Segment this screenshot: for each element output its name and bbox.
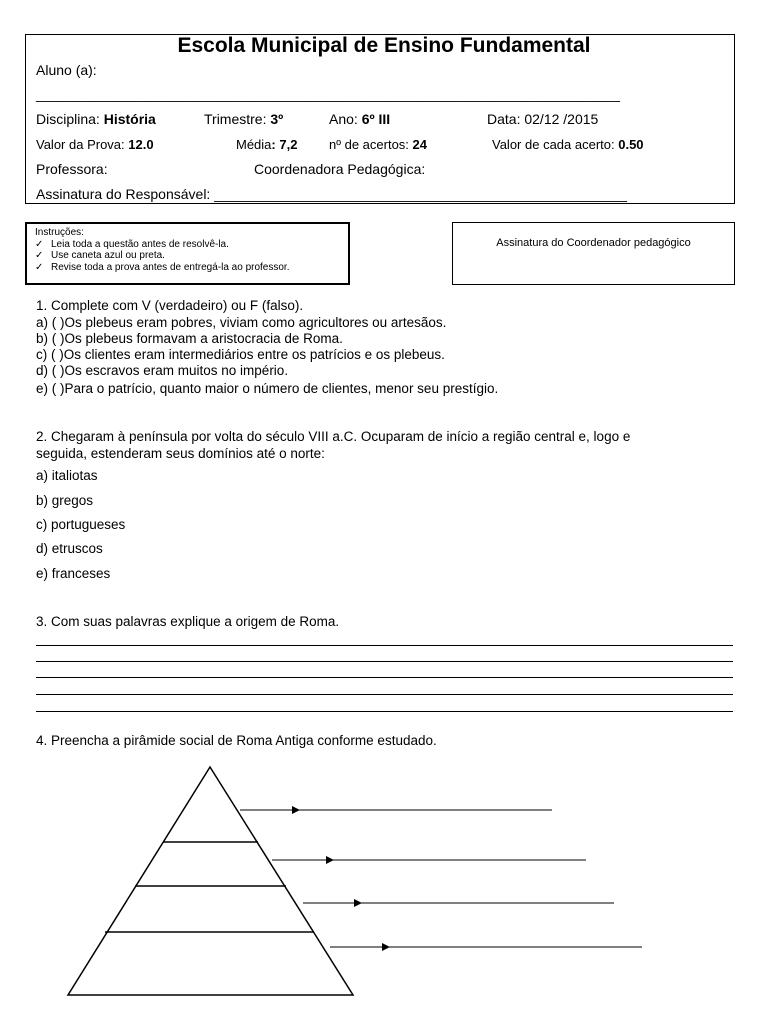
instructions-title: Instruções: bbox=[35, 227, 84, 238]
coordinator-label: Coordenadora Pedagógica: bbox=[254, 161, 426, 177]
signature-line[interactable]: Assinatura do Responsável: _____________________________________________________ bbox=[36, 186, 627, 202]
check-icon: ✓ bbox=[35, 261, 44, 273]
check-icon: ✓ bbox=[35, 250, 44, 261]
q1-item-d[interactable]: d) ( )Os escravos eram muitos no império. bbox=[36, 363, 289, 378]
q2-option-a[interactable]: a) italiotas bbox=[36, 468, 98, 483]
q4-prompt: 4. Preencha a pirâmide social de Roma Antiga conforme estudado. bbox=[36, 733, 437, 748]
hit-value-label: Valor de cada acerto: bbox=[492, 137, 619, 152]
instruction-text: Use caneta azul ou preta. bbox=[51, 250, 165, 261]
coordinator-signature-label: Assinatura do Coordenador pedagógico bbox=[496, 237, 691, 249]
check-icon: ✓ bbox=[35, 238, 44, 250]
q3-prompt: 3. Com suas palavras explique a origem de Roma. bbox=[36, 614, 340, 629]
term-label: Trimestre: bbox=[204, 111, 271, 127]
instruction-text: Revise toda a prova antes de entregá-la ao professor. bbox=[51, 261, 290, 273]
student-label: Aluno (a): bbox=[36, 62, 97, 78]
q2-prompt-line1: 2. Chegaram à península por volta do século VIII a.C. Ocuparam de início a região central e, logo e bbox=[36, 429, 631, 444]
q1-item-a[interactable]: a) ( )Os plebeus eram pobres, viviam como agricultores ou artesãos. bbox=[36, 315, 447, 330]
q2-prompt-line2: seguida, estenderam seus domínios até o norte: bbox=[36, 446, 325, 461]
q2-option-c[interactable]: c) portugueses bbox=[36, 517, 126, 532]
teacher-label: Professora: bbox=[36, 161, 108, 177]
average-label: Média bbox=[236, 137, 272, 152]
q1-item-e[interactable]: e) ( )Para o patrício, quanto maior o número de clientes, menor seu prestígio. bbox=[36, 381, 499, 396]
school-title: Escola Municipal de Ensino Fundamental bbox=[177, 34, 591, 57]
average-value: : 7,2 bbox=[271, 137, 298, 152]
instruction-text: Leia toda a questão antes de resolvê-la. bbox=[51, 238, 229, 250]
q1-item-c[interactable]: c) ( )Os clientes eram intermediários entre os patrícios e os plebeus. bbox=[36, 347, 445, 362]
hits-value: 24 bbox=[412, 137, 427, 152]
date-field: Data: 02/12 /2015 bbox=[487, 111, 599, 127]
hit-value: 0.50 bbox=[618, 137, 644, 152]
year-label: Ano: bbox=[329, 111, 362, 127]
q2-option-d[interactable]: d) etruscos bbox=[36, 541, 103, 556]
subject-label: Disciplina: bbox=[36, 111, 104, 127]
subject-value: História bbox=[103, 111, 156, 127]
q2-option-e[interactable]: e) franceses bbox=[36, 566, 111, 581]
hits-label: nº de acertos: bbox=[329, 137, 413, 152]
q1-prompt: 1. Complete com V (verdadeiro) ou F (falso). bbox=[36, 298, 304, 313]
q2-option-b[interactable]: b) gregos bbox=[36, 493, 94, 508]
year-value: 6º III bbox=[361, 111, 391, 127]
pyramid-outline bbox=[68, 767, 353, 995]
term-value: 3º bbox=[270, 111, 284, 127]
exam-value-label: Valor da Prova: bbox=[36, 137, 129, 152]
exam-value: 12.0 bbox=[128, 137, 154, 152]
q1-item-b[interactable]: b) ( )Os plebeus formavam a aristocracia de Roma. bbox=[36, 331, 343, 346]
student-name-line[interactable]: ___________________________________________________________________________ bbox=[36, 86, 620, 102]
